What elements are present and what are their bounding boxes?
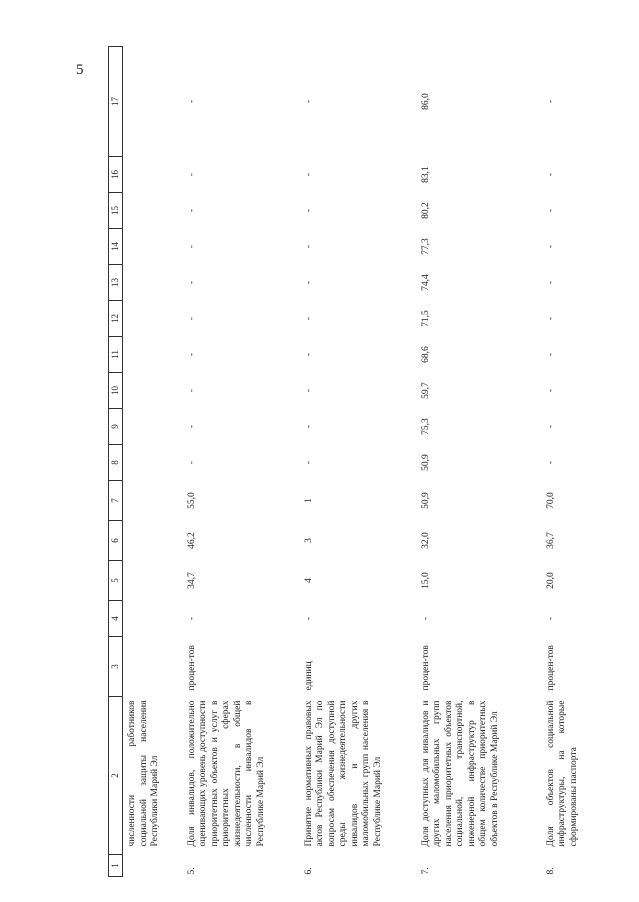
- value-cell: [123, 157, 181, 193]
- value-cell: 68,6: [420, 346, 431, 363]
- value-cell: [123, 601, 181, 637]
- column-header: 7: [109, 481, 123, 521]
- value-cell: 70,0: [545, 492, 556, 509]
- value-cell: -: [186, 244, 197, 249]
- column-header: 5: [109, 561, 123, 601]
- column-header: 9: [109, 409, 123, 445]
- value-cell: -: [420, 616, 431, 621]
- value-cell: -: [303, 99, 314, 104]
- value-cell: 32,0: [420, 532, 431, 549]
- rotated-table-container: [108, 47, 618, 877]
- unit-of-measure: процен-тов: [545, 645, 556, 691]
- value-cell: 71,5: [420, 310, 431, 327]
- value-cell: [123, 229, 181, 265]
- table-row: [123, 47, 181, 877]
- column-header: 17: [109, 47, 123, 157]
- value-cell: 36,7: [545, 532, 556, 549]
- value-cell: -: [303, 208, 314, 213]
- value-cell: -: [303, 244, 314, 249]
- value-cell: -: [545, 99, 556, 104]
- value-cell: -: [545, 316, 556, 321]
- value-cell: -: [545, 244, 556, 249]
- column-header: 6: [109, 521, 123, 561]
- column-header: 16: [109, 157, 123, 193]
- value-cell: [123, 409, 181, 445]
- unit-of-measure: процен-тов: [420, 645, 431, 691]
- value-cell: -: [303, 316, 314, 321]
- indicator-name: Принятие нормативных правовых актов Республики Марий Эл по вопросам обеспечения доступной среды жизнедеятельности инвалидов и других маломобильных групп населения в Республике Марий Эл: [303, 700, 384, 847]
- value-cell: -: [186, 99, 197, 104]
- table-row: [415, 47, 540, 877]
- value-cell: -: [545, 424, 556, 429]
- value-cell: -: [186, 460, 197, 465]
- value-cell: -: [545, 208, 556, 213]
- value-cell: 59,7: [420, 382, 431, 399]
- table-header-row: [109, 47, 123, 877]
- table-row: [540, 47, 600, 877]
- value-cell: 50,9: [420, 492, 431, 509]
- value-cell: 34,7: [186, 572, 197, 589]
- value-cell: [123, 561, 181, 601]
- value-cell: 50,9: [420, 454, 431, 471]
- value-cell: -: [186, 616, 197, 621]
- unit-of-measure: [123, 637, 181, 697]
- value-cell: [123, 337, 181, 373]
- value-cell: [123, 481, 181, 521]
- value-cell: -: [545, 388, 556, 393]
- column-header: 11: [109, 337, 123, 373]
- value-cell: 4: [303, 578, 314, 583]
- indicator-name: Доля доступных для инвалидов и других маломобильных групп населения приоритетных объектов социальной, транспортной, инженерной инфраструктур в общем количестве приоритетных объектов в Республике Марий Эл: [420, 700, 501, 847]
- value-cell: -: [303, 424, 314, 429]
- value-cell: -: [545, 280, 556, 285]
- value-cell: [123, 265, 181, 301]
- row-number: 6.: [303, 867, 314, 875]
- value-cell: -: [303, 388, 314, 393]
- indicator-name: численности работников социальной защиты населения Республики Марий Эл: [127, 700, 161, 847]
- row-number: 5.: [186, 867, 197, 875]
- value-cell: -: [303, 280, 314, 285]
- value-cell: 20,0: [545, 572, 556, 589]
- unit-of-measure: процен-тов: [186, 645, 197, 691]
- column-header: 2: [109, 697, 123, 855]
- value-cell: 77,3: [420, 238, 431, 255]
- column-header: 10: [109, 373, 123, 409]
- value-cell: -: [186, 352, 197, 357]
- column-header: 3: [109, 637, 123, 697]
- value-cell: 80,2: [420, 202, 431, 219]
- column-header: 14: [109, 229, 123, 265]
- value-cell: -: [545, 172, 556, 177]
- column-header: 4: [109, 601, 123, 637]
- value-cell: 83,1: [420, 166, 431, 183]
- value-cell: 86,0: [420, 93, 431, 110]
- unit-of-measure: единиц: [303, 661, 314, 691]
- value-cell: 74,4: [420, 274, 431, 291]
- row-number: 8.: [545, 867, 556, 875]
- indicator-name: Доля объектов социальной инфраструктуры, на которые сформированы паспорта: [545, 700, 579, 847]
- value-cell: -: [186, 172, 197, 177]
- value-cell: 15,0: [420, 572, 431, 589]
- value-cell: 1: [303, 498, 314, 503]
- table-row: [298, 47, 415, 877]
- indicators-table: [108, 46, 600, 877]
- value-cell: -: [186, 388, 197, 393]
- value-cell: -: [545, 460, 556, 465]
- row-number: 7.: [420, 867, 431, 875]
- column-header: 8: [109, 445, 123, 481]
- value-cell: -: [545, 352, 556, 357]
- value-cell: -: [186, 316, 197, 321]
- value-cell: 46,2: [186, 532, 197, 549]
- column-header: 1: [109, 855, 123, 877]
- value-cell: -: [303, 172, 314, 177]
- value-cell: -: [186, 424, 197, 429]
- value-cell: [123, 193, 181, 229]
- column-header: 13: [109, 265, 123, 301]
- value-cell: [123, 301, 181, 337]
- value-cell: [123, 47, 181, 157]
- value-cell: [123, 373, 181, 409]
- column-header: 15: [109, 193, 123, 229]
- value-cell: 3: [303, 538, 314, 543]
- indicator-name: Доля инвалидов, положительно оценивающих уровень доступности приоритетных объектов и услуг в приоритетных сферах жизнедеятельности, в общей численности инвалидов в Республике Марий Эл: [186, 700, 267, 847]
- value-cell: [123, 445, 181, 481]
- page-number: 5: [76, 62, 84, 78]
- table-row: [181, 47, 298, 877]
- value-cell: -: [303, 352, 314, 357]
- value-cell: [123, 521, 181, 561]
- column-header: 12: [109, 301, 123, 337]
- value-cell: 55,0: [186, 492, 197, 509]
- value-cell: -: [186, 280, 197, 285]
- value-cell: -: [303, 460, 314, 465]
- value-cell: -: [186, 208, 197, 213]
- value-cell: 75,3: [420, 418, 431, 435]
- value-cell: -: [545, 616, 556, 621]
- value-cell: -: [303, 616, 314, 621]
- row-number: [123, 855, 181, 877]
